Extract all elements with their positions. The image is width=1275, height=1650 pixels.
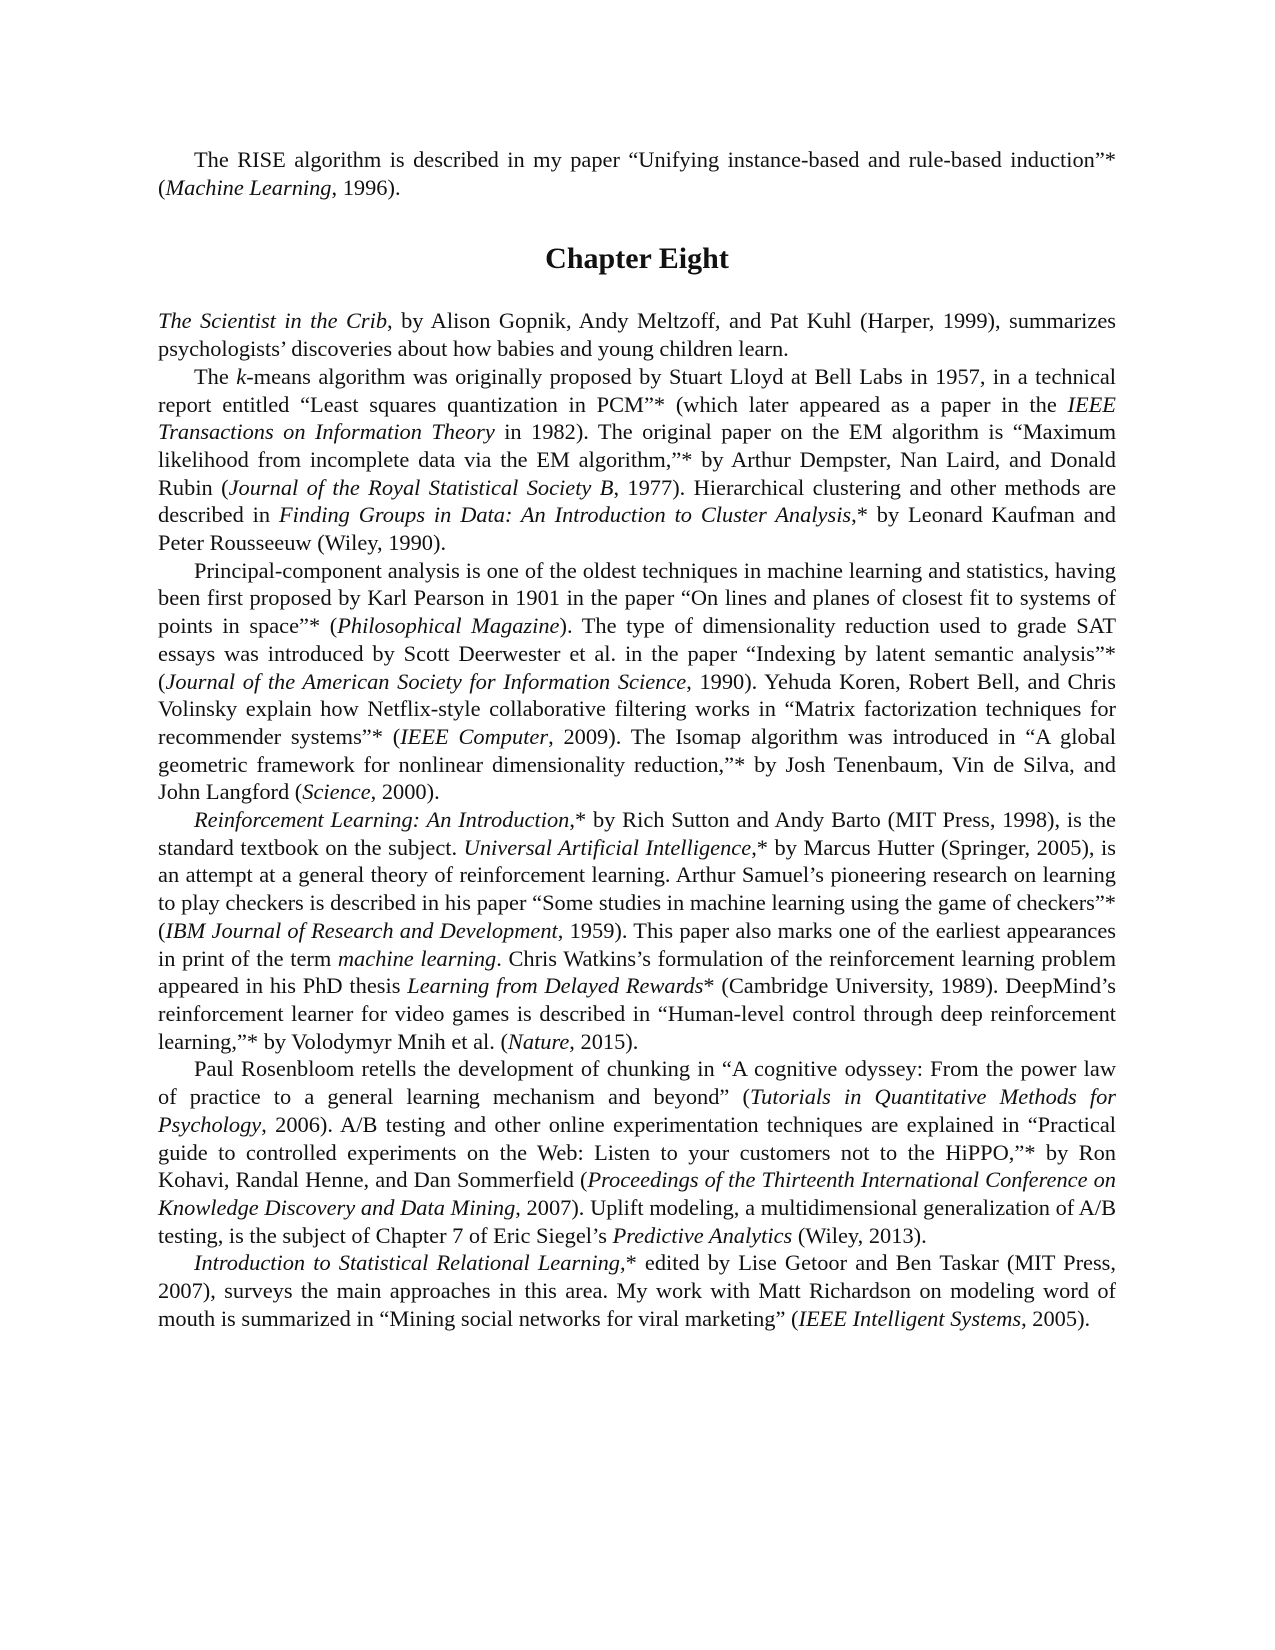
document-page xyxy=(158,146,1116,1332)
paragraph-kmeans: The k-means algorithm was originally proposed by Stuart Lloyd at Bell Labs in 1957, in a technical report entitled “Least squares quantization in PCM”* (which later appeared as a paper in the IEEE Transactions on Information Theory in 1982). The original paper on the EM algorithm is “Maximum likelihood from incomplete data via the EM algorithm,”* by Arthur Dempster, Nan Laird, and Donald Rubin (Journal of the Royal Statistical Society B, 1977). Hierarchical clustering and other methods are described in Finding Groups in Data: An Introduction to Cluster Analysis,* by Leonard Kaufman and Peter Rousseeuw (Wiley, 1990). xyxy=(158,363,1117,556)
paragraph-relational-learning: Introduction to Statistical Relational Learning,* edited by Lise Getoor and Ben Taskar (MIT Press, 2007), surveys the main approaches in this area. My work with Matt Richardson on modeling word of mouth is summarized in “Mining social networks for viral marketing” (IEEE Intelligent Systems, 2005). xyxy=(158,1250,1116,1331)
paragraph-reinforcement: Reinforcement Learning: An Introduction,* by Rich Sutton and Andy Barto (MIT Press, 1998), is the standard textbook on the subject. Universal Artificial Intelligence,* by Marcus Hutter (Springer, 2005), is an attempt at a general theory of reinforcement learning. Arthur Samuel’s pioneering research on learning to play checkers is described in his paper “Some studies in machine learning using the game of checkers”* (IBM Journal of Research and Development, 1959). This paper also marks one of the earliest appearances in print of the term machine learning. Chris Watkins’s formulation of the reinforcement learning problem appeared in his PhD thesis Learning from Delayed Rewards* (Cambridge University, 1989). DeepMind’s reinforcement learner for video games is described in “Human-level control through deep reinforcement learning,”* by Volodymyr Mnih et al. (Nature, 2015). xyxy=(158,807,1117,1054)
paragraph-chunking-ab-testing: Paul Rosenbloom retells the development of chunking in “A cognitive odyssey: From the power law of practice to a general learning mechanism and beyond” (Tutorials in Quantitative Methods for Psychology, 2006). A/B testing and other online experimentation techniques are explained in “Practical guide to controlled experiments on the Web: Listen to your customers not to the HiPPO,”* by Ron Kohavi, Randal Henne, and Dan Sommerfield (Proceedings of the Thirteenth International Conference on Knowledge Discovery and Data Mining, 2007). Uplift modeling, a multidimensional generalization of A/B testing, is the subject of Chapter 7 of Eric Siegel’s Predictive Analytics (Wiley, 2013). xyxy=(158,1056,1117,1248)
paragraph-scientist-crib: The Scientist in the Crib, by Alison Gopnik, Andy Meltzoff, and Pat Kuhl (Harper, 1999), summarizes psychologists’ discoveries about how babies and young children learn. xyxy=(158,308,1116,362)
paragraph-pca: Principal-component analysis is one of the oldest techniques in machine learning and statistics, having been first proposed by Karl Pearson in 1901 in the paper “On lines and planes of closest fit to systems of points in space”* (Philosophical Magazine). The type of dimensionality reduction used to grade SAT essays was introduced by Scott Deerwester et al. in the paper “Indexing by latent semantic analysis”* (Journal of the American Society for Information Science, 1990). Yehuda Koren, Robert Bell, and Chris Volinsky explain how Netflix-style collaborative filtering works in “Matrix factorization techniques for recommender systems”* (IEEE Computer, 2009). The Isomap algorithm was introduced in “A global geometric framework for nonlinear dimensionality reduction,”* by Josh Tenenbaum, Vin de Silva, and John Langford (Science, 2000). xyxy=(158,557,1117,805)
chapter-title: Chapter Eight xyxy=(545,242,729,276)
intro-paragraph: The RISE algorithm is described in my paper “Unifying instance-based and rule-based induction”* (Machine Learning, 1996). xyxy=(158,147,1116,200)
